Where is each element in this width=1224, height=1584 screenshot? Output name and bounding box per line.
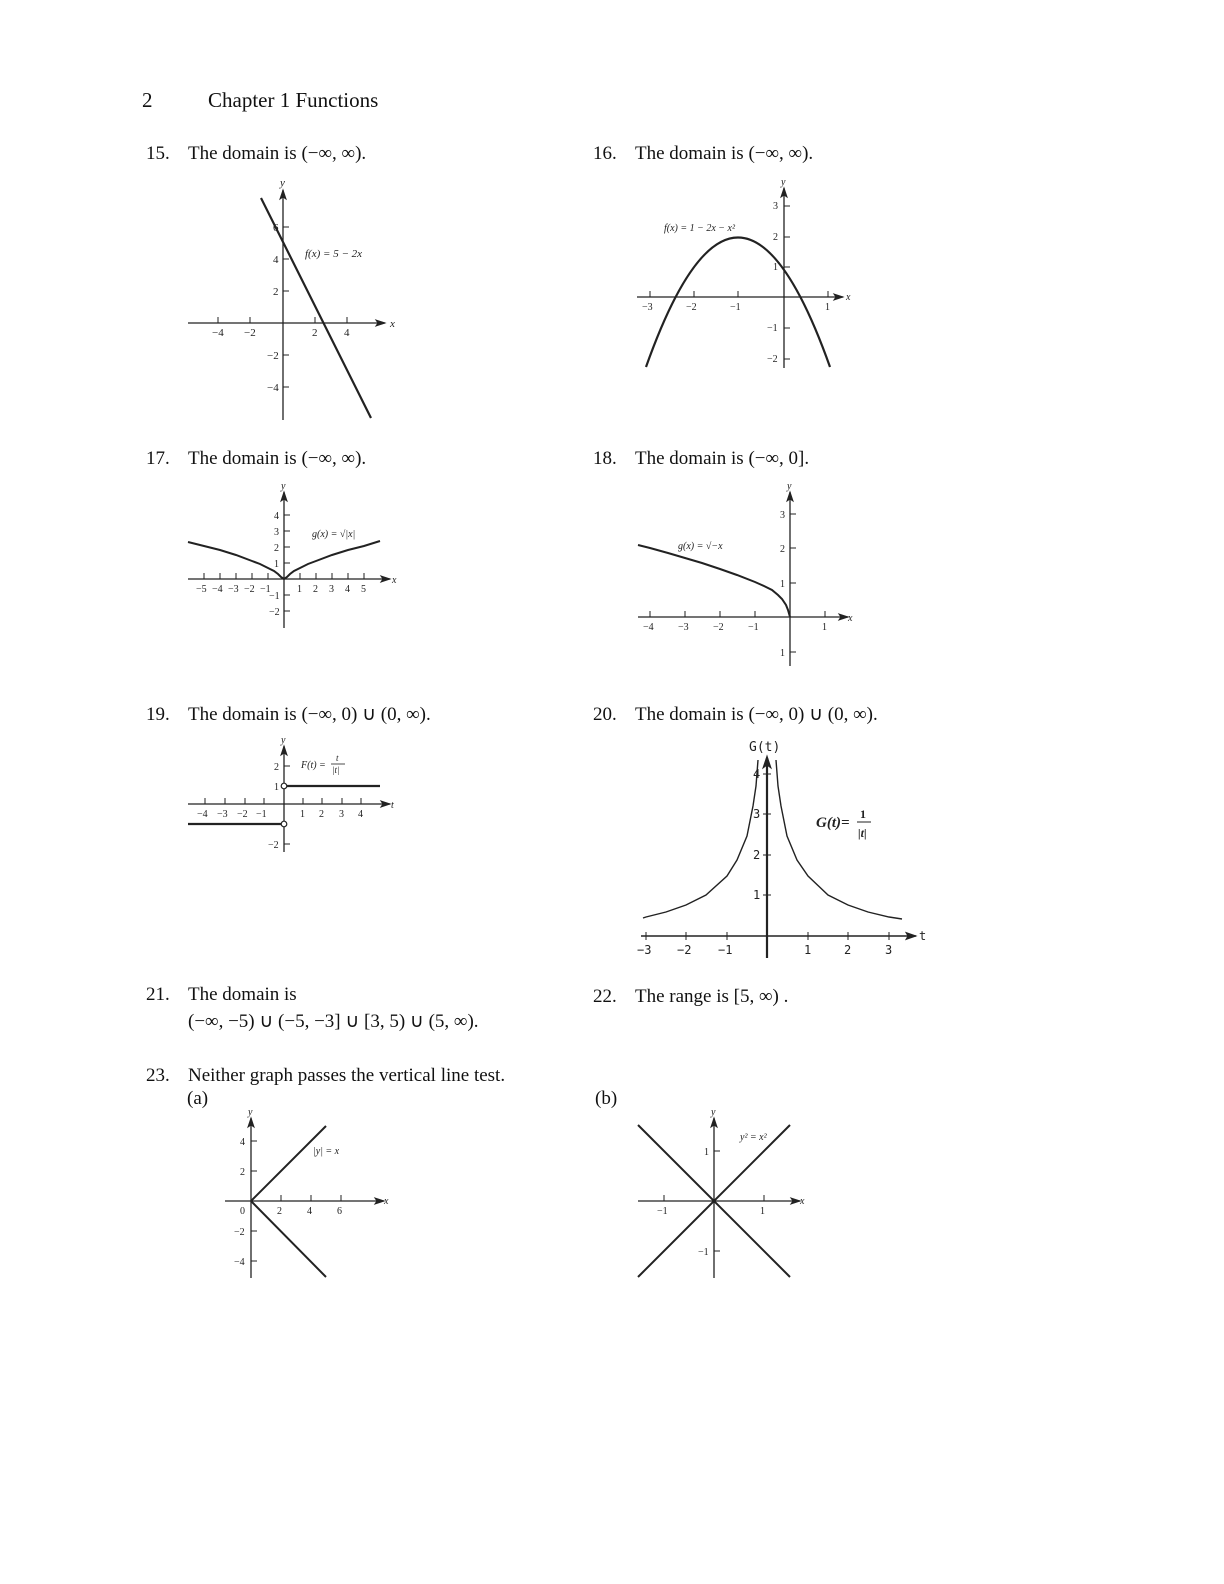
problem-19: 19. The domain is (−∞, 0) ∪ (0, ∞). bbox=[146, 704, 431, 725]
y-ticks bbox=[284, 766, 290, 844]
x-tick-label: 3 bbox=[885, 943, 893, 957]
y-tick-label: 2 bbox=[274, 543, 279, 554]
graph-20 bbox=[632, 735, 932, 960]
y-tick-label: 2 bbox=[274, 762, 279, 773]
graph-label: |y| = x bbox=[313, 1146, 340, 1157]
open-circle bbox=[281, 783, 287, 789]
y-tick-label: 4 bbox=[274, 511, 279, 522]
open-circle bbox=[281, 821, 287, 827]
problem-20: 20. The domain is (−∞, 0) ∪ (0, ∞). bbox=[593, 704, 878, 725]
function-label-numerator: 1 bbox=[860, 807, 866, 821]
problem-21: 21. The domain is bbox=[146, 984, 297, 1005]
problem-21-continuation: (−∞, −5) ∪ (−5, −3] ∪ [3, 5) ∪ (5, ∞). bbox=[188, 1011, 479, 1032]
x-tick-label: −1 bbox=[657, 1206, 668, 1217]
chapter-title: Chapter 1 Functions bbox=[208, 88, 379, 112]
x-tick-label: −1 bbox=[748, 622, 759, 633]
x-tick-label: −3 bbox=[217, 809, 228, 820]
x-tick-label: 4 bbox=[345, 584, 350, 595]
y-tick-label: −2 bbox=[767, 354, 778, 365]
function-label-denominator: |t| bbox=[858, 826, 867, 840]
y-tick-label: 4 bbox=[753, 767, 761, 781]
x-tick-label: −1 bbox=[718, 943, 733, 957]
graph-18 bbox=[632, 480, 857, 670]
y-axis-label: G(t) bbox=[749, 740, 781, 755]
graph-16 bbox=[630, 176, 860, 371]
y-tick-label: −1 bbox=[698, 1247, 709, 1258]
graph-branch-upper bbox=[251, 1126, 326, 1201]
x-tick-label: 2 bbox=[312, 327, 318, 339]
function-label: g(x) = √|x| bbox=[312, 529, 356, 540]
problem-17: 17. The domain is (−∞, ∞). bbox=[146, 448, 367, 469]
y-tick-label: −1 bbox=[269, 591, 280, 602]
x-tick-label: 4 bbox=[307, 1206, 312, 1217]
x-tick-label: 3 bbox=[339, 809, 344, 820]
x-tick-label: −2 bbox=[244, 584, 255, 595]
part-a-label: (a) bbox=[187, 1088, 209, 1109]
y-axis-label: y bbox=[781, 177, 786, 188]
problem-15: 15. The domain is (−∞, ∞). bbox=[146, 143, 367, 164]
x-tick-label: 1 bbox=[760, 1206, 765, 1217]
y-tick-label: −1 bbox=[767, 323, 778, 334]
y-tick-label: 1 bbox=[753, 888, 761, 902]
x-axis-label: t bbox=[919, 929, 927, 943]
graph-19 bbox=[185, 736, 400, 854]
x-tick-label: −2 bbox=[237, 809, 248, 820]
x-tick-label: 5 bbox=[361, 584, 366, 595]
y-tick-label: −2 bbox=[268, 840, 279, 851]
problem-22: 22. The range is [5, ∞) . bbox=[593, 986, 789, 1007]
x-tick-label: 1 bbox=[297, 584, 302, 595]
y-axis-label: y bbox=[280, 177, 285, 189]
y-axis-label: y bbox=[711, 1107, 716, 1118]
x-tick-label: 1 bbox=[804, 943, 812, 957]
x-tick-label: 4 bbox=[358, 809, 363, 820]
y-tick-label: −2 bbox=[267, 350, 279, 362]
x-tick-label: 4 bbox=[344, 327, 350, 339]
function-label: g(x) = √−x bbox=[678, 541, 723, 552]
x-tick-label: 2 bbox=[313, 584, 318, 595]
x-tick-label: 6 bbox=[337, 1206, 342, 1217]
function-label: f(x) = 5 − 2x bbox=[305, 248, 362, 260]
y-tick-label: 2 bbox=[780, 544, 785, 555]
x-tick-label: −4 bbox=[643, 622, 654, 633]
y-tick-label: 3 bbox=[780, 510, 785, 521]
y-tick-label: 2 bbox=[753, 848, 761, 862]
x-tick-label: −2 bbox=[677, 943, 692, 957]
y-tick-label: 4 bbox=[240, 1137, 245, 1148]
x-tick-label: 1 bbox=[822, 622, 827, 633]
y-tick-label: 6 bbox=[273, 222, 279, 234]
x-tick-label: −3 bbox=[637, 943, 652, 957]
function-branch-positive bbox=[776, 760, 902, 919]
x-axis-label: t bbox=[391, 800, 394, 811]
problem-23: 23. Neither graph passes the vertical line test. bbox=[146, 1065, 506, 1086]
y-tick-label: 3 bbox=[753, 807, 761, 821]
x-tick-label: −4 bbox=[197, 809, 208, 820]
graph-23a bbox=[225, 1105, 395, 1280]
y-tick-label: 0 bbox=[240, 1206, 245, 1217]
y-tick-label: 2 bbox=[773, 232, 778, 243]
y-tick-label: 1 bbox=[780, 648, 785, 659]
part-b-label: (b) bbox=[595, 1088, 618, 1109]
x-tick-label: 2 bbox=[844, 943, 852, 957]
y-tick-label: −4 bbox=[234, 1257, 245, 1268]
x-tick-label: 2 bbox=[277, 1206, 282, 1217]
page-number: 2 bbox=[142, 88, 153, 112]
graph-branch-lower bbox=[251, 1201, 326, 1277]
x-tick-label: −4 bbox=[212, 584, 223, 595]
graph-17 bbox=[185, 480, 405, 630]
x-axis-label: x bbox=[846, 292, 851, 303]
x-axis-label: x bbox=[800, 1196, 805, 1207]
function-label: G(t)= bbox=[816, 815, 850, 831]
x-tick-label: 3 bbox=[329, 584, 334, 595]
x-tick-label: −2 bbox=[686, 302, 697, 313]
function-label: F(t) = bbox=[301, 760, 326, 771]
y-tick-label: −2 bbox=[269, 607, 280, 618]
y-tick-label: 3 bbox=[773, 201, 778, 212]
x-tick-label: −4 bbox=[212, 327, 224, 339]
x-ticks bbox=[281, 1195, 341, 1201]
y-tick-label: 1 bbox=[780, 579, 785, 590]
y-tick-label: 1 bbox=[274, 782, 279, 793]
y-ticks bbox=[790, 514, 796, 652]
function-label-denominator: |t| bbox=[332, 765, 340, 775]
y-axis-label: y bbox=[281, 481, 286, 492]
x-tick-label: −3 bbox=[228, 584, 239, 595]
function-branch-negative bbox=[643, 760, 761, 918]
function-label: f(x) = 1 − 2x − x² bbox=[664, 223, 735, 234]
y-tick-label: 3 bbox=[274, 527, 279, 538]
y-tick-label: 1 bbox=[274, 559, 279, 570]
y-tick-label: 1 bbox=[704, 1147, 709, 1158]
y-tick-label: 4 bbox=[273, 254, 279, 266]
x-axis-label: x bbox=[848, 613, 853, 624]
x-tick-label: −5 bbox=[196, 584, 207, 595]
x-tick-label: −1 bbox=[256, 809, 267, 820]
y-tick-label: −4 bbox=[267, 382, 279, 394]
y-tick-label: 2 bbox=[273, 286, 279, 298]
x-tick-label: −1 bbox=[730, 302, 741, 313]
x-tick-label: −3 bbox=[642, 302, 653, 313]
graph-label: y² = x² bbox=[740, 1132, 767, 1143]
x-tick-label: −2 bbox=[713, 622, 724, 633]
y-tick-label: 1 bbox=[773, 262, 778, 273]
y-ticks bbox=[284, 515, 290, 611]
x-ticks bbox=[650, 611, 825, 617]
y-axis-label: y bbox=[281, 735, 286, 746]
problem-16: 16. The domain is (−∞, ∞). bbox=[593, 143, 814, 164]
x-axis-label: x bbox=[392, 575, 397, 586]
y-axis-label: y bbox=[248, 1107, 253, 1118]
y-tick-label: −2 bbox=[234, 1227, 245, 1238]
graph-23b bbox=[630, 1105, 810, 1285]
x-axis-label: x bbox=[384, 1196, 389, 1207]
y-axis-label: y bbox=[787, 481, 792, 492]
y-tick-label: 2 bbox=[240, 1167, 245, 1178]
x-axis-label: x bbox=[390, 318, 395, 330]
x-tick-label: −1 bbox=[260, 584, 271, 595]
x-tick-label: 1 bbox=[300, 809, 305, 820]
x-tick-label: −2 bbox=[244, 327, 256, 339]
x-tick-label: −3 bbox=[678, 622, 689, 633]
y-ticks bbox=[784, 206, 790, 359]
graph-15 bbox=[180, 172, 410, 422]
function-curve bbox=[638, 545, 790, 617]
function-label-numerator: t bbox=[336, 753, 339, 763]
x-ticks bbox=[205, 798, 361, 804]
problem-18: 18. The domain is (−∞, 0]. bbox=[593, 448, 810, 469]
x-tick-label: 1 bbox=[825, 302, 830, 313]
x-tick-label: 2 bbox=[319, 809, 324, 820]
page-header bbox=[142, 88, 378, 113]
